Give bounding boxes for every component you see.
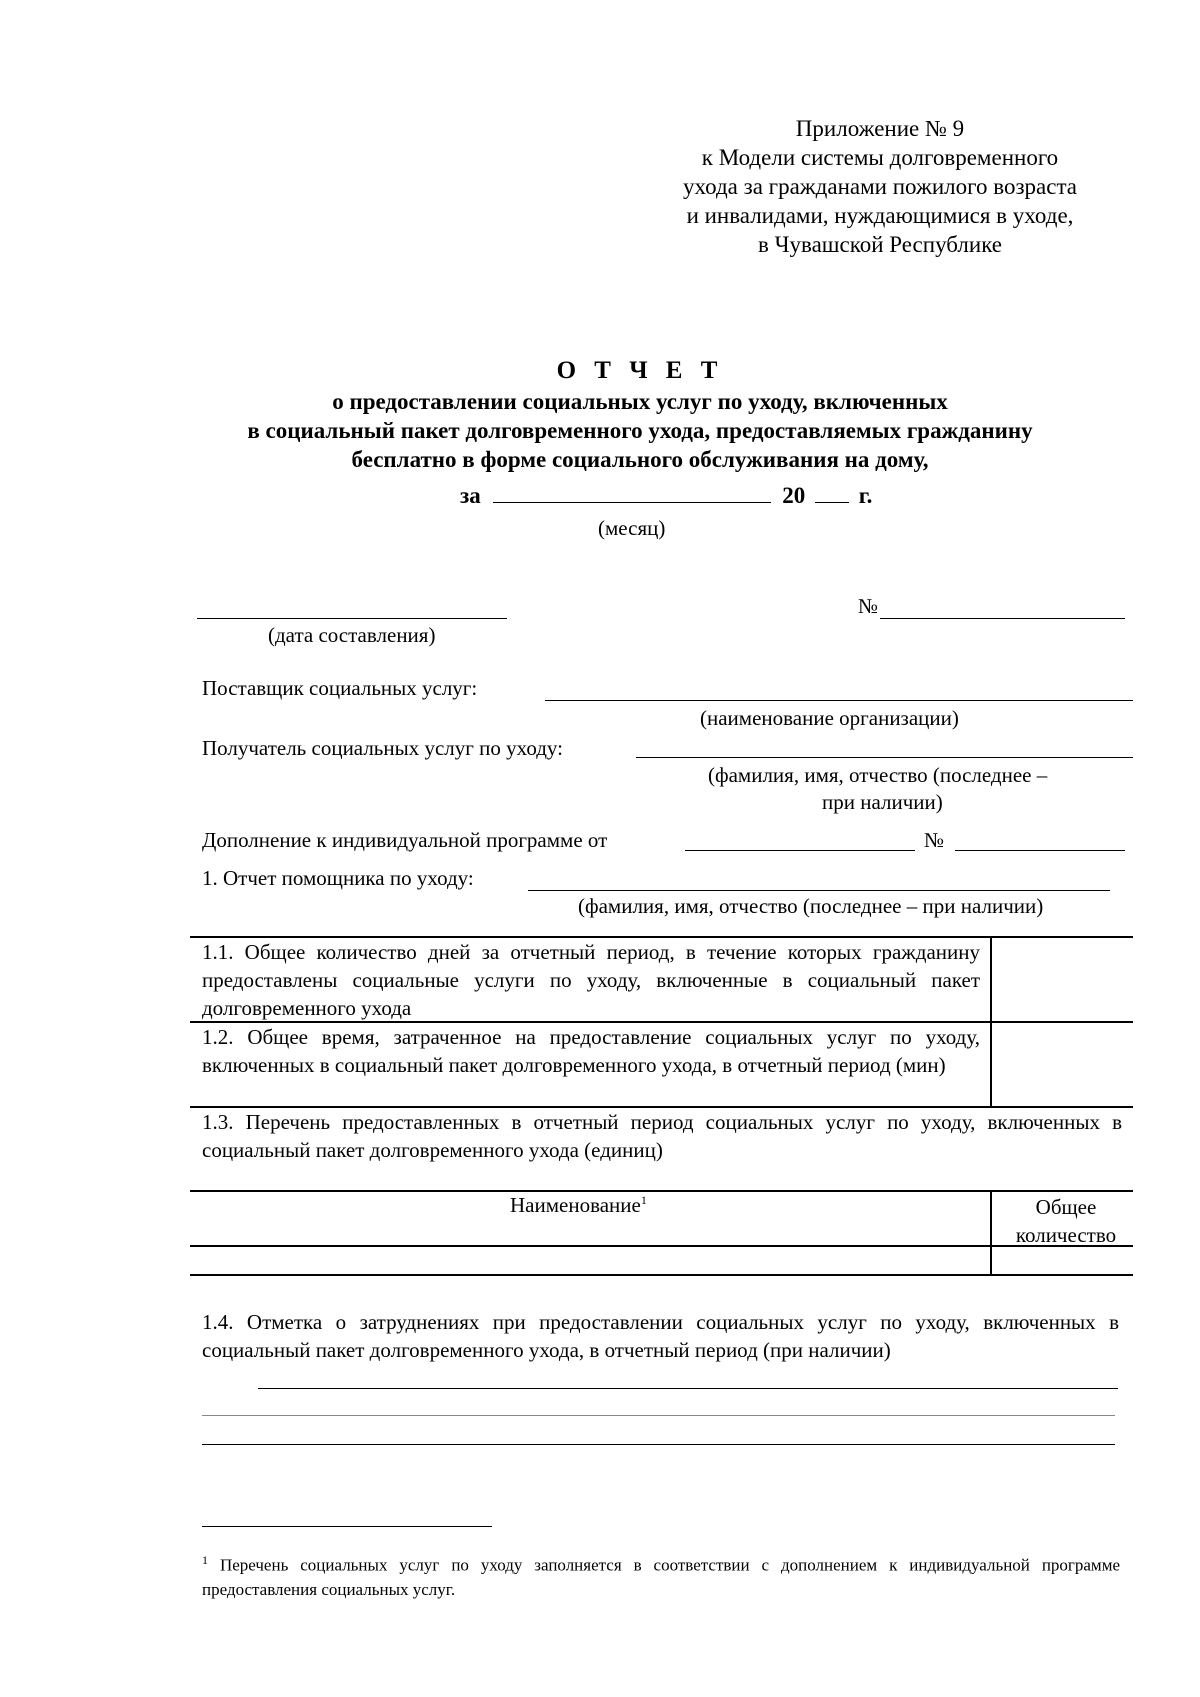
assistant-label: 1. Отчет помощника по уходу:: [202, 866, 474, 890]
recipient-caption-2: при наличии): [822, 790, 943, 814]
title-main: О Т Ч Е Т: [556, 357, 724, 384]
services-col-qty-header: Общее количество: [1015, 1195, 1117, 1247]
period-prefix: за: [460, 483, 481, 508]
supplement-number-label: №: [924, 828, 945, 852]
services-col-name-footnote-ref: 1: [640, 1193, 647, 1207]
provider-field[interactable]: [545, 700, 1133, 701]
title-line-3: бесплатно в форме социального обслуживания на дому,: [351, 447, 929, 472]
appendix-line-2: к Модели системы долговременного: [701, 145, 1059, 170]
services-table-top-border: [190, 1190, 1133, 1192]
number-field[interactable]: [880, 618, 1125, 619]
assistant-caption: (фамилия, имя, отчество (последнее – при наличии): [578, 894, 1044, 918]
report-title: [140, 356, 1140, 474]
number-label: №: [858, 594, 879, 618]
section-1-2-text: 1.2. Общее время, затраченное на предоставление социальных услуг по уходу, включенных в социальный пакет долговременного ухода, в отчетный период (мин): [202, 1025, 980, 1077]
footnote: [202, 1548, 1120, 1602]
table-value-column-border: [990, 936, 992, 1107]
services-row-qty-cell[interactable]: [993, 1247, 1131, 1274]
period-suffix: г.: [858, 483, 873, 508]
footnote-marker: 1: [202, 1553, 208, 1567]
date-field[interactable]: [197, 618, 507, 619]
recipient-caption-1: (фамилия, имя, отчество (последнее –: [708, 763, 1048, 787]
section-1-1-value-cell[interactable]: [993, 938, 1131, 1020]
year-field[interactable]: [815, 484, 849, 503]
supplement-date-field[interactable]: [685, 850, 915, 851]
appendix-line-3: ухода за гражданами пожилого возраста: [682, 174, 1077, 199]
appendix-line-5: в Чувашской Республике: [757, 232, 1002, 257]
period-year: 20: [782, 483, 806, 508]
services-col-name-header: [510, 1193, 647, 1218]
difficulties-field-line-1[interactable]: [258, 1388, 1118, 1389]
footnote-text: Перечень социальных услуг по уходу заполняется в соответствии с дополнением к индивидуальной программе предоставления социальных услуг.: [202, 1555, 1120, 1599]
difficulties-field-line-2[interactable]: [202, 1415, 1115, 1416]
section-1-4-text: 1.4. Отметка о затруднениях при предоставлении социальных услуг по уходу, включенных в социальный пакет долговременного ухода, в отчетный период (при наличии): [202, 1310, 1119, 1362]
section-1-3-text: 1.3. Перечень предоставленных в отчетный период социальных услуг по уходу, включенных в социальный пакет долговременного ухода (единиц): [202, 1110, 1122, 1162]
appendix-line-4: и инвалидами, нуждающимися в уходе,: [686, 203, 1074, 228]
section-1-1-text: 1.1. Общее количество дней за отчетный период, в течение которых гражданину предоставлены социальные услуги по уходу, включенные в социальный пакет долговременного ухода: [202, 940, 980, 1020]
month-caption: (месяц): [598, 516, 666, 540]
provider-label: Поставщик социальных услуг:: [202, 676, 478, 700]
provider-caption: (наименование организации): [700, 706, 959, 730]
period-row: [460, 483, 872, 509]
appendix-line-1: Приложение № 9: [795, 116, 965, 141]
services-table-bottom-border: [190, 1274, 1133, 1276]
month-field[interactable]: [493, 484, 771, 503]
footnote-separator: [202, 1526, 492, 1527]
services-col-name-label: Наименование: [510, 1193, 641, 1217]
difficulties-field-line-3[interactable]: [202, 1444, 1115, 1445]
date-caption: (дата составления): [268, 623, 436, 647]
supplement-number-field[interactable]: [955, 850, 1125, 851]
title-line-2: в социальный пакет долговременного ухода, предоставляемых гражданину: [247, 418, 1033, 443]
supplement-label: Дополнение к индивидуальной программе от: [202, 828, 608, 852]
recipient-label: Получатель социальных услуг по уходу:: [202, 736, 563, 760]
title-line-1: о предоставлении социальных услуг по уходу, включенных: [332, 389, 948, 414]
appendix-header: [640, 114, 1120, 259]
assistant-field[interactable]: [528, 890, 1110, 891]
services-row-name-cell[interactable]: [190, 1247, 990, 1274]
recipient-field[interactable]: [636, 757, 1133, 758]
services-table-column-border: [990, 1190, 992, 1275]
section-1-2-value-cell[interactable]: [993, 1023, 1131, 1105]
